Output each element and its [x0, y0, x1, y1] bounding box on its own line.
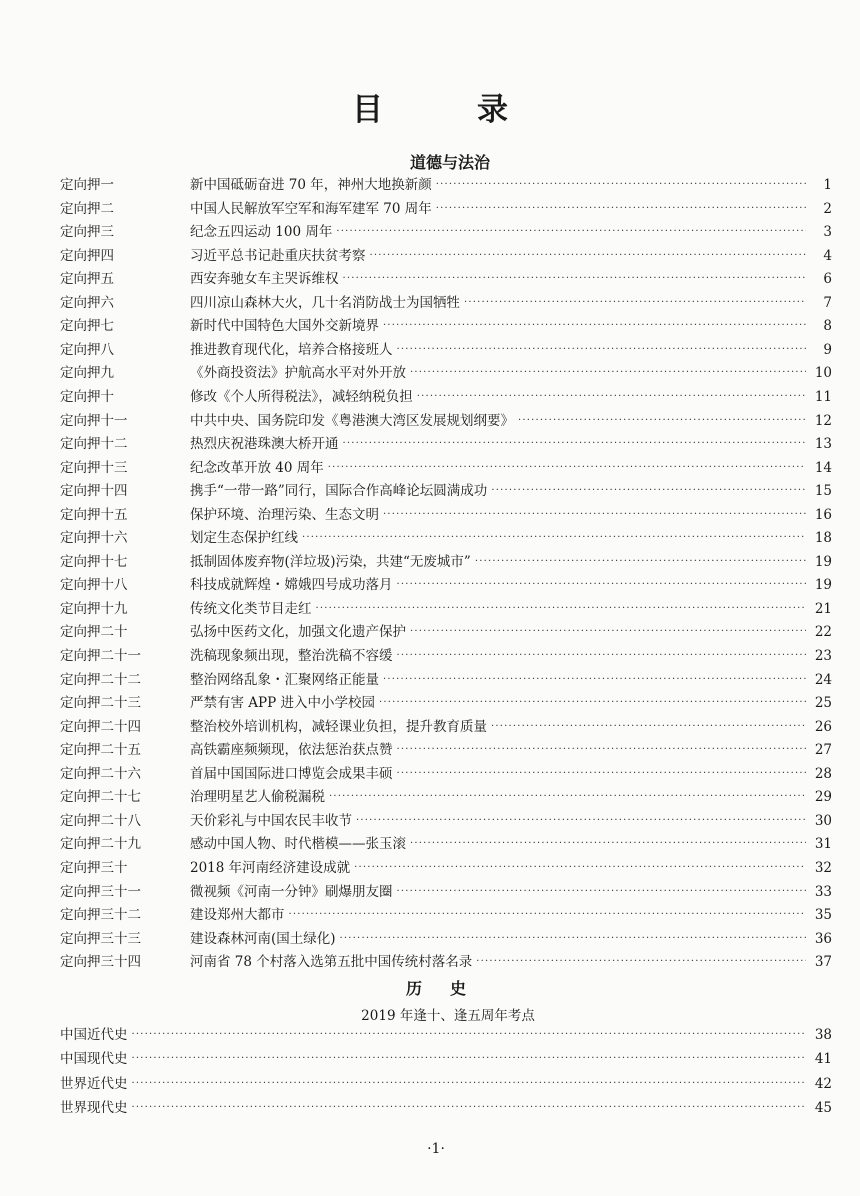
- toc-entry-label: 定向押三十二: [60, 907, 141, 924]
- leader-dots: [379, 692, 806, 714]
- leader-dots: [518, 410, 806, 432]
- toc-entry-label: 定向押二十六: [60, 765, 141, 782]
- leader-dots: [383, 315, 806, 337]
- toc-entry[interactable]: [60, 881, 832, 903]
- toc-entry-label: 定向押二十三: [60, 695, 141, 712]
- toc-entry-title: 天价彩礼与中国农民丰收节: [190, 812, 352, 829]
- toc-entry-title: 建设郑州大都市: [190, 907, 285, 924]
- page-title-char-1: 目: [352, 92, 383, 128]
- toc-entry-page: 31: [814, 836, 832, 853]
- toc-entry[interactable]: [60, 292, 832, 314]
- toc-entry[interactable]: [60, 339, 832, 361]
- history-toc-entry[interactable]: [60, 1048, 832, 1070]
- history-entry-page: 41: [814, 1051, 832, 1068]
- toc-entry-label: 定向押二十五: [60, 742, 141, 759]
- toc-entry-title: 西安奔驰女车主哭诉维权: [190, 271, 339, 288]
- leader-dots: [397, 739, 807, 761]
- toc-entry[interactable]: [60, 904, 832, 926]
- toc-entry[interactable]: [60, 621, 832, 643]
- toc-entry-page: 16: [814, 506, 832, 523]
- leader-dots: [410, 833, 806, 855]
- leader-dots: [354, 857, 806, 879]
- history-toc-entry[interactable]: [60, 1097, 832, 1119]
- toc-entry-page: 19: [814, 553, 832, 570]
- toc-entry-page: 13: [814, 436, 832, 453]
- leader-dots: [417, 386, 806, 408]
- toc-entry[interactable]: [60, 716, 832, 738]
- leader-dots: [475, 551, 806, 573]
- toc-entry[interactable]: [60, 951, 832, 973]
- toc-entry[interactable]: [60, 598, 832, 620]
- history-entry-title: 中国近代史: [60, 1027, 128, 1043]
- history-entry-title: 世界现代史: [60, 1099, 128, 1116]
- leader-dots: [343, 268, 807, 290]
- toc-entry-title: 划定生态保护红线: [190, 530, 298, 547]
- leader-dots: [491, 716, 806, 738]
- toc-entry-label: 定向押二十二: [60, 671, 141, 688]
- section-heading-moral-law: 道德与法治: [409, 153, 490, 172]
- page-number: ·1·: [427, 1141, 445, 1157]
- toc-entry[interactable]: [60, 198, 832, 220]
- toc-entry[interactable]: [60, 692, 832, 714]
- leader-dots: [397, 881, 807, 903]
- toc-entry-label: 定向押二十: [60, 624, 128, 641]
- leader-dots: [356, 810, 806, 832]
- toc-entry-title: 抵制固体废弃物(洋垃圾)污染，共建“无废城市”: [190, 553, 471, 570]
- leader-dots: [436, 198, 806, 220]
- toc-entry-page: 1: [823, 177, 832, 193]
- leader-dots: [397, 763, 807, 785]
- toc-entry-page: 11: [814, 388, 832, 405]
- leader-dots: [370, 245, 807, 267]
- leader-dots: [329, 786, 806, 808]
- toc-entry-label: 定向押二十八: [60, 812, 141, 829]
- toc-entry-label: 定向押三十一: [60, 883, 141, 900]
- toc-entry-page: 24: [814, 671, 832, 688]
- toc-entry-label: 定向押十五: [60, 506, 128, 523]
- toc-entry-page: 3: [823, 224, 832, 241]
- toc-entry[interactable]: [60, 504, 832, 526]
- leader-dots: [397, 645, 807, 667]
- toc-entry-title: 四川凉山森林大火，几十名消防战士为国牺牲: [190, 294, 460, 311]
- toc-entry-label: 定向押三十: [60, 859, 128, 876]
- toc-entry-page: 15: [814, 483, 832, 500]
- history-toc-entry[interactable]: [60, 1024, 832, 1046]
- toc-entry-page: 9: [823, 341, 832, 358]
- toc-entry-label: 定向押十六: [60, 530, 128, 547]
- toc-entry-label: 定向押二十一: [60, 648, 141, 664]
- leader-dots: [397, 574, 807, 596]
- toc-entry[interactable]: [60, 480, 832, 502]
- toc-entry-label: 定向押十七: [60, 553, 128, 570]
- leader-dots: [397, 339, 807, 361]
- history-entry-title: 中国现代史: [60, 1051, 128, 1068]
- page-title: [0, 84, 860, 129]
- toc-entry-page: 32: [814, 859, 832, 876]
- toc-entry-label: 定向押十: [60, 388, 114, 405]
- leader-dots: [410, 362, 806, 384]
- toc-entry-title: 高铁霸座频频现，依法惩治获点赞: [190, 742, 393, 759]
- leader-dots: [132, 1048, 807, 1070]
- toc-entry-page: 21: [814, 600, 832, 617]
- toc-entry[interactable]: [60, 527, 832, 549]
- toc-entry-title: 微视频《河南一分钟》刷爆朋友圈: [190, 883, 393, 900]
- history-toc-entry[interactable]: [60, 1073, 832, 1095]
- toc-entry-title: 中共中央、国务院印发《粤港澳大湾区发展规划纲要》: [190, 412, 514, 429]
- toc-entry-title: 河南省 78 个村落入选第五批中国传统村落名录: [190, 954, 473, 971]
- toc-entry[interactable]: [60, 786, 832, 808]
- toc-entry-page: 26: [814, 718, 832, 735]
- toc-entry-title: 推进教育现代化，培养合格接班人: [190, 341, 393, 358]
- toc-entry[interactable]: [60, 763, 832, 785]
- history-entry-page: 38: [814, 1027, 832, 1043]
- toc-entry-title: 首届中国国际进口博览会成果丰硕: [190, 765, 393, 782]
- toc-entry-page: 36: [814, 930, 832, 947]
- toc-entry-page: 27: [814, 742, 832, 759]
- toc-entry-page: 33: [814, 883, 832, 900]
- toc-entry-page: 18: [814, 530, 832, 547]
- leader-dots: [491, 480, 806, 502]
- toc-entry-page: 28: [814, 765, 832, 782]
- toc-entry-label: 定向押十八: [60, 577, 128, 594]
- toc-entry[interactable]: [60, 221, 832, 243]
- leader-dots: [436, 174, 806, 196]
- toc-entry-label: 定向押八: [60, 341, 114, 358]
- leader-dots: [383, 504, 806, 526]
- toc-entry-title: 洗稿现象频出现，整治洗稿不容缓: [190, 648, 393, 664]
- history-entry-page: 42: [814, 1075, 832, 1092]
- toc-entry-title: 保护环境、治理污染、生态文明: [190, 506, 379, 523]
- toc-entry-title: 整治校外培训机构，减轻课业负担，提升教育质量: [190, 718, 487, 735]
- toc-entry-page: 10: [814, 365, 832, 382]
- toc-entry-page: 12: [814, 412, 832, 429]
- toc-entry[interactable]: [60, 928, 832, 950]
- leader-dots: [343, 433, 807, 455]
- toc-entry[interactable]: [60, 857, 832, 879]
- toc-entry-title: 《外商投资法》护航高水平对外开放: [190, 365, 406, 382]
- toc-entry[interactable]: [60, 245, 832, 267]
- leader-dots: [476, 951, 806, 973]
- toc-entry-title: 治理明星艺人偷税漏税: [190, 789, 325, 806]
- leader-dots: [340, 928, 806, 950]
- toc-entry-label: 定向押三十三: [60, 930, 141, 947]
- toc-entry-page: 37: [814, 954, 832, 971]
- section-heading-history: 历史: [405, 979, 494, 998]
- toc-entry-page: 4: [823, 247, 832, 264]
- history-entry-title: 世界近代史: [60, 1075, 128, 1092]
- leader-dots: [132, 1024, 807, 1046]
- leader-dots: [302, 527, 806, 549]
- toc-entry[interactable]: [60, 833, 832, 855]
- toc-entry[interactable]: [60, 174, 832, 196]
- leader-dots: [464, 292, 806, 314]
- toc-entry-page: 8: [823, 318, 832, 335]
- toc-entry-title: 感动中国人物、时代楷模——张玉滚: [190, 836, 406, 853]
- leader-dots: [383, 669, 806, 691]
- toc-entry-title: 建设森林河南(国土绿化): [190, 930, 336, 947]
- toc-entry[interactable]: [60, 574, 832, 596]
- toc-entry-label: 定向押二十九: [60, 836, 141, 853]
- toc-entry-title: 纪念五四运动 100 周年: [190, 224, 333, 241]
- leader-dots: [316, 598, 807, 620]
- toc-entry-label: 定向押二十七: [60, 789, 141, 806]
- toc-entry[interactable]: [60, 739, 832, 761]
- toc-entry-label: 定向押十一: [60, 412, 128, 429]
- toc-entry-title: 新时代中国特色大国外交新境界: [190, 318, 379, 335]
- toc-entry-label: 定向押十二: [60, 436, 128, 453]
- toc-entry[interactable]: [60, 315, 832, 337]
- toc-entry-title: 热烈庆祝港珠澳大桥开通: [190, 436, 339, 453]
- toc-entry[interactable]: [60, 410, 832, 432]
- toc-entry-title: 习近平总书记赴重庆扶贫考察: [190, 247, 366, 264]
- toc-entry-label: 定向押五: [60, 271, 114, 288]
- toc-entry-title: 2018 年河南经济建设成就: [190, 859, 351, 876]
- toc-entry[interactable]: [60, 551, 832, 573]
- toc-entry-label: 定向押三十四: [60, 954, 141, 971]
- toc-entry-title: 传统文化类节目走红: [190, 600, 312, 617]
- toc-entry-title: 修改《个人所得税法》，减轻纳税负担: [190, 388, 413, 405]
- toc-entry-page: 7: [823, 294, 832, 311]
- toc-entry-label: 定向押一: [60, 177, 114, 193]
- toc-entry-page: 25: [814, 695, 832, 712]
- toc-entry-page: 14: [814, 459, 832, 476]
- toc-entry-label: 定向押十九: [60, 600, 128, 617]
- toc-entry-label: 定向押二: [60, 200, 114, 217]
- toc-entry-title: 弘扬中医药文化，加强文化遗产保护: [190, 624, 406, 641]
- toc-entry[interactable]: [60, 433, 832, 455]
- leader-dots: [132, 1097, 807, 1119]
- toc-entry-label: 定向押九: [60, 365, 114, 382]
- toc-entry-page: 30: [814, 812, 832, 829]
- toc-entry[interactable]: [60, 362, 832, 384]
- leader-dots: [328, 457, 806, 479]
- toc-entry-page: 35: [814, 907, 832, 924]
- toc-entry[interactable]: [60, 810, 832, 832]
- toc-entry-title: 中国人民解放军空军和海军建军 70 周年: [190, 200, 432, 217]
- toc-entry-title: 新中国砥砺奋进 70 年，神州大地换新颜: [190, 177, 432, 193]
- leader-dots: [289, 904, 807, 926]
- toc-entry-page: 29: [814, 789, 832, 806]
- toc-entry[interactable]: [60, 457, 832, 479]
- toc-entry-label: 定向押七: [60, 318, 114, 335]
- toc-entry-title: 纪念改革开放 40 周年: [190, 459, 324, 476]
- toc-entry-page: 22: [814, 624, 832, 641]
- leader-dots: [336, 221, 806, 243]
- toc-entry-title: 科技成就辉煌・嫦娥四号成功落月: [190, 577, 393, 594]
- toc-entry[interactable]: [60, 645, 832, 667]
- toc-entry[interactable]: [60, 386, 832, 408]
- toc-entry-page: 2: [823, 200, 832, 217]
- toc-entry-label: 定向押三: [60, 224, 114, 241]
- toc-entry-label: 定向押六: [60, 294, 114, 311]
- toc-entry[interactable]: [60, 268, 832, 290]
- leader-dots: [410, 621, 806, 643]
- toc-entry-page: 23: [814, 648, 832, 664]
- toc-entry-title: 严禁有害 APP 进入中小学校园: [190, 695, 375, 712]
- history-entry-page: 45: [814, 1099, 832, 1116]
- section-subheading-history: 2019 年逢十、逢五周年考点: [361, 1008, 535, 1024]
- toc-entry-title: 整治网络乱象・汇聚网络正能量: [190, 671, 379, 688]
- toc-entry[interactable]: [60, 669, 832, 691]
- toc-entry-label: 定向押二十四: [60, 718, 141, 735]
- toc-entry-title: 携手“一带一路”同行，国际合作高峰论坛圆满成功: [190, 483, 488, 500]
- toc-entry-page: 19: [814, 577, 832, 594]
- page-title-char-2: 录: [477, 92, 508, 128]
- toc-entry-label: 定向押四: [60, 247, 114, 264]
- toc-entry-page: 6: [823, 271, 832, 288]
- leader-dots: [132, 1073, 807, 1095]
- toc-entry-label: 定向押十四: [60, 483, 128, 500]
- toc-entry-label: 定向押十三: [60, 459, 128, 476]
